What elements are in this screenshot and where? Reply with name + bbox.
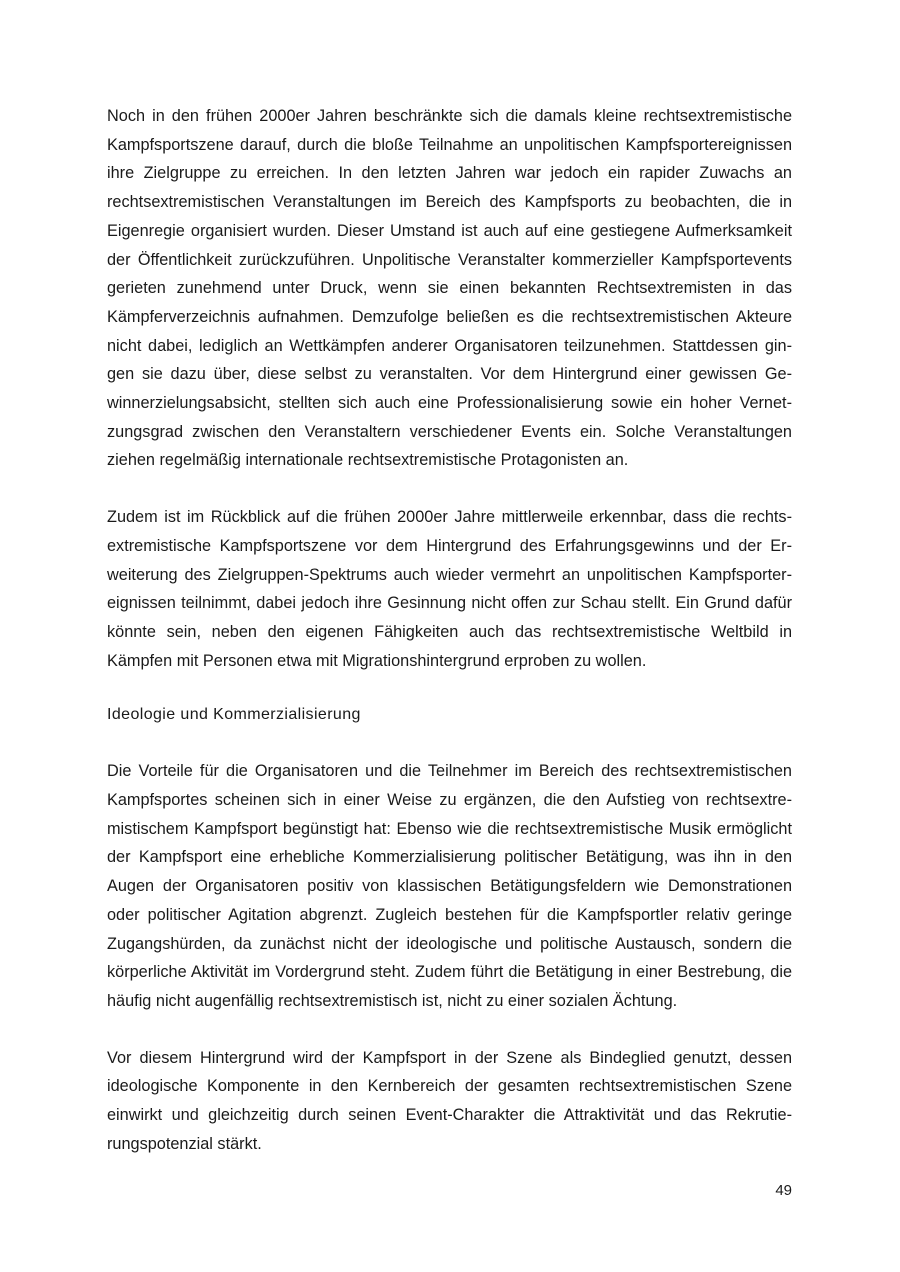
document-body	[107, 102, 792, 1159]
paragraph-4: Vor diesem Hintergrund wird der Kampfsport in der Szene als Bindeglied genutzt, dessen ideologische Komponente in den Kernbereich der gesamten rechtsextremistischen Szene einwirkt und gleichzeitig durch seinen Event-Charakter die Attraktivität und das Rekrutierungspotenzial stärkt.	[107, 1048, 792, 1153]
section-heading: Ideologie und Kommerzialisierung	[107, 706, 361, 724]
paragraph-3: Die Vorteile für die Organisatoren und die Teilnehmer im Bereich des rechtsextremistischen Kampfsportes scheinen sich in einer Weise zu ergänzen, die den Aufstieg von rechtsextremistischem Kampfsport begünstigt hat: Ebenso wie die rechtsextremistische Musik ermöglicht der Kampfsport eine erhebliche Kommerzialisierung politischer Betätigung, was ihn in den Augen der Organisatoren positiv von klassischen Betätigungsfeldern wie Demonstrationen oder politischer Agitation abgrenzt. Zugleich bestehen für die Kampfsportler relativ geringe Zugangshürden, da zunächst nicht der ideologische und politische Austausch, sondern die körperliche Aktivität im Vordergrund steht. Zudem führt die Betätigung in einer Bestrebung, die häufig nicht augenfällig rechtsextremistisch ist, nicht zu einer sozialen Ächtung.	[107, 762, 792, 1010]
paragraph-1: Noch in den frühen 2000er Jahren beschränkte sich die damals kleine rechtsextremistische Kampfsportszene darauf, durch die bloße Teilnahme an unpolitischen Kampfsportereignissen ihre Zielgruppe zu erreichen. In den letzten Jahren war jedoch ein rapider Zuwachs an rechtsextremistischen Veranstaltungen im Bereich des Kampfsports zu beobachten, die in Eigenregie organisiert wurden. Dieser Umstand ist auch auf eine gestiegene Aufmerksamkeit der Öffentlichkeit zurückzuführen. Unpolitische Veranstalter kommerzieller Kampfsportevents gerieten zunehmend unter Druck, wenn sie einen bekannten Rechtsextremisten in das Kämpferverzeichnis aufnahmen. Demzufolge beließen es die rechtsextremistischen Akteure nicht dabei, lediglich an Wettkämpfen anderer Organisatoren teilzunehmen. Stattdessen gingen sie dazu über, diese selbst zu veranstalten. Vor dem Hintergrund einer gewissen Gewinnerzielungsabsicht, stellten sich auch eine Professionalisierung sowie ein hoher Vernetzungsgrad zwischen den Veranstaltern verschiedener Events ein. Solche Veranstaltungen ziehen regelmäßig internationale rechtsextremistische Protagonisten an.	[107, 107, 792, 470]
page-number: 49	[775, 1182, 792, 1199]
paragraph-2: Zudem ist im Rückblick auf die frühen 2000er Jahre mittlerweile erkennbar, dass die rechtsextremistische Kampfsportszene vor dem Hintergrund des Erfahrungsgewinns und der Erweiterung des Zielgruppen-Spektrums auch wieder vermehrt an unpolitischen Kampfsportereignissen teilnimmt, dabei jedoch ihre Gesinnung nicht offen zur Schau stellt. Ein Grund dafür könnte sein, neben den eigenen Fähigkeiten auch das rechtsextremistische Weltbild in Kämpfen mit Personen etwa mit Migrationshintergrund erproben zu wollen.	[107, 508, 792, 670]
